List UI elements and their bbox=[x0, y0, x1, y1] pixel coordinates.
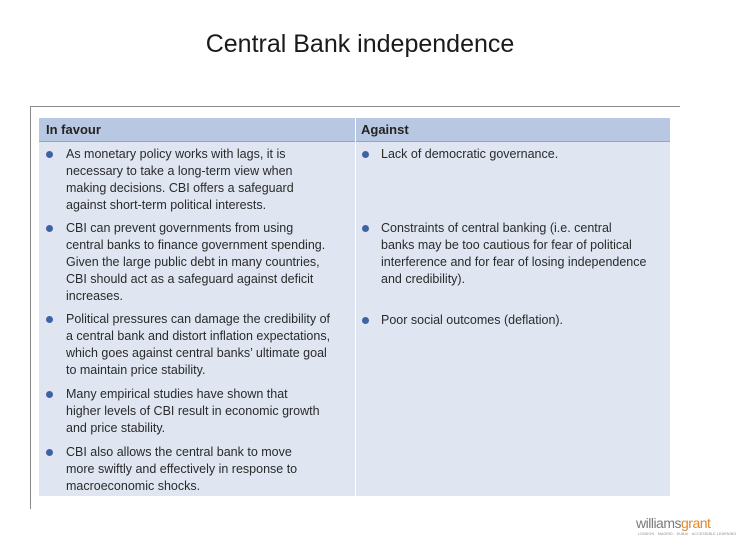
against-line: Poor social outcomes (deflation). bbox=[381, 313, 564, 327]
favour-line: against short-term political interests. bbox=[66, 198, 267, 212]
against-line: and credibility). bbox=[381, 272, 466, 286]
bullet-icon bbox=[46, 316, 53, 323]
favour-line: Many empirical studies have shown that bbox=[66, 387, 288, 401]
favour-line: to maintain price stability. bbox=[66, 363, 206, 377]
bullet-icon bbox=[46, 449, 53, 456]
favour-line: necessary to take a long-term view when bbox=[66, 164, 293, 178]
favour-line: Political pressures can damage the credibility of bbox=[66, 312, 331, 326]
bullet-icon bbox=[362, 225, 369, 232]
favour-line: central banks to finance government spending. bbox=[66, 238, 326, 252]
favour-line: CBI should act as a safeguard against deficit bbox=[66, 272, 314, 286]
favour-line: Given the large public debt in many countries, bbox=[66, 255, 320, 269]
against-line: Lack of democratic governance. bbox=[381, 147, 559, 161]
williams-grant-logo bbox=[636, 515, 736, 539]
favour-line: increases. bbox=[66, 289, 123, 303]
logo-tagline: LONDON · MADRID · DUBAI · ACCESSIBLE LEARNING bbox=[638, 532, 736, 536]
header-against: Against bbox=[361, 122, 409, 137]
favour-line: As monetary policy works with lags, it is bbox=[66, 147, 286, 161]
page-title: Central Bank independence bbox=[205, 30, 515, 58]
favour-line: higher levels of CBI result in economic growth bbox=[66, 404, 320, 418]
favour-line: a central bank and distort inflation expectations, bbox=[66, 329, 331, 343]
favour-line: and price stability. bbox=[66, 421, 166, 435]
header-in-favour: In favour bbox=[46, 122, 101, 137]
favour-line: which goes against central banks’ ultimate goal bbox=[66, 346, 327, 360]
bullet-icon bbox=[362, 317, 369, 324]
favour-line: more swiftly and effectively in response to bbox=[66, 462, 298, 476]
bullet-icon bbox=[46, 391, 53, 398]
against-line: banks may be too cautious for fear of political bbox=[381, 238, 632, 252]
bullet-icon bbox=[46, 225, 53, 232]
favour-line: CBI also allows the central bank to move bbox=[66, 445, 292, 459]
against-line: Constraints of central banking (i.e. central bbox=[381, 221, 612, 235]
favour-line: macroeconomic shocks. bbox=[66, 479, 201, 493]
cbi-table bbox=[39, 118, 670, 496]
logo-main: williams bbox=[636, 515, 681, 531]
favour-line: CBI can prevent governments from using bbox=[66, 221, 294, 235]
favour-line: making decisions. CBI offers a safeguard bbox=[66, 181, 294, 195]
against-line: interference and for fear of losing independence bbox=[381, 255, 647, 269]
logo-wordmark bbox=[636, 515, 710, 531]
logo-accent: grant bbox=[681, 515, 711, 531]
bullet-icon bbox=[46, 151, 53, 158]
bullet-icon bbox=[362, 151, 369, 158]
